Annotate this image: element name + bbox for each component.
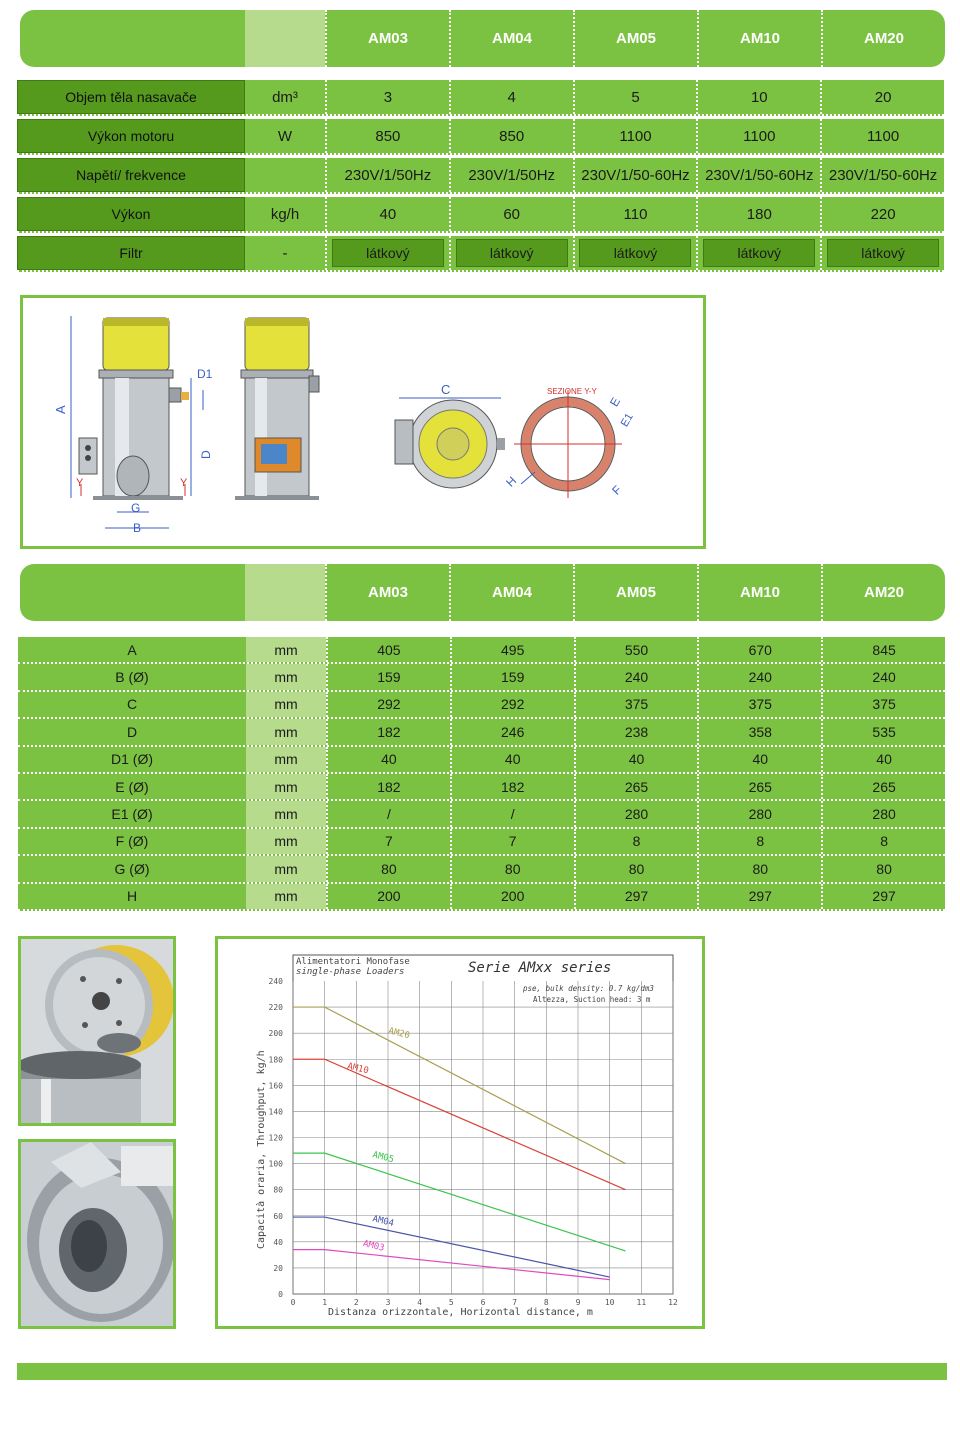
spec-unit <box>245 158 325 192</box>
dim-row-unit: mm <box>246 856 326 881</box>
dim-value: 246 <box>450 719 574 744</box>
section-view <box>514 390 625 498</box>
chart-title: Serie AMxx series <box>468 960 612 976</box>
dim-value: 375 <box>697 692 821 717</box>
filter-badge: látkový <box>332 239 444 267</box>
model-header: AM03 <box>325 10 449 67</box>
dim-row <box>18 692 945 719</box>
dim-row <box>18 801 945 828</box>
dim-value: 375 <box>574 692 698 717</box>
photo-loader-inside-svg <box>21 1142 173 1326</box>
spec-value: 230V/1/50Hz <box>325 158 449 192</box>
dim-row <box>18 664 945 691</box>
dims-header-bar <box>20 564 945 621</box>
spec-unit: dm³ <box>272 88 298 106</box>
y-tick-label: 60 <box>273 1211 283 1221</box>
y-tick-label: 200 <box>268 1029 283 1039</box>
spec-value: 1100 <box>696 119 820 153</box>
spec-value-cell <box>820 236 944 270</box>
dim-value: 280 <box>574 801 698 826</box>
dim-value: / <box>326 801 450 826</box>
x-tick-label: 3 <box>385 1298 391 1307</box>
footer-bar <box>17 1363 947 1380</box>
dim-value: 265 <box>697 774 821 799</box>
spec-row <box>17 80 944 116</box>
dimensions-table <box>18 637 945 911</box>
dim-value: 240 <box>697 664 821 689</box>
dim-label: H <box>503 473 520 490</box>
dim-value: 297 <box>697 884 821 909</box>
x-tick-label: 12 <box>668 1298 678 1307</box>
dim-value: 182 <box>450 774 574 799</box>
dim-row <box>18 856 945 883</box>
spec-label: Výkon <box>17 197 245 231</box>
dim-row-unit: mm <box>246 829 326 854</box>
loader-top-view <box>395 398 505 488</box>
spec-value: 180 <box>696 197 820 231</box>
header-unit-cell <box>245 10 325 67</box>
dim-value: 40 <box>450 747 574 772</box>
series-line-am10 <box>293 1059 626 1189</box>
spec-value: 5 <box>573 80 697 114</box>
spec-value: 40 <box>325 197 449 231</box>
dim-value: 845 <box>821 637 945 662</box>
dim-label: Y <box>180 477 188 489</box>
dim-value: 495 <box>450 637 574 662</box>
dim-row-unit: mm <box>246 774 326 799</box>
section-label: SEZIONE Y-Y <box>547 387 597 396</box>
spec-unit: kg/h <box>270 205 300 223</box>
dim-row-label: G (Ø) <box>114 860 150 877</box>
x-tick-label: 1 <box>322 1298 328 1307</box>
loader-side-view <box>71 316 203 528</box>
dim-value: 159 <box>450 664 574 689</box>
dim-value: 7 <box>326 829 450 854</box>
spec-value-cell <box>573 236 697 270</box>
dim-label: C <box>441 382 451 397</box>
x-tick-label: 10 <box>604 1298 615 1307</box>
spec-value: 220 <box>820 197 944 231</box>
spec-value: 850 <box>325 119 449 153</box>
series-label: AM04 <box>371 1214 395 1230</box>
spec-value-cell <box>449 236 573 270</box>
dim-value: / <box>450 801 574 826</box>
dim-row-label: E1 (Ø) <box>111 806 153 823</box>
x-tick-label: 6 <box>480 1298 486 1307</box>
dim-value: 670 <box>697 637 821 662</box>
chart-subtitle: Alimentatori Monofase <box>296 957 410 967</box>
dim-row-unit: mm <box>246 747 326 772</box>
header-unit-cell <box>245 564 325 621</box>
dim-value: 297 <box>574 884 698 909</box>
spec-value: 110 <box>573 197 697 231</box>
y-tick-label: 100 <box>268 1159 283 1169</box>
y-tick-label: 80 <box>273 1185 283 1195</box>
chart-xlabel: Distanza orizzontale, Horizontal distance, m <box>328 1307 593 1318</box>
series-label: AM05 <box>371 1150 395 1166</box>
spec-row <box>17 158 944 194</box>
spec-value: 10 <box>696 80 820 114</box>
dim-value: 297 <box>821 884 945 909</box>
spec-value-cell <box>325 236 449 270</box>
spec-value: 3 <box>325 80 449 114</box>
dim-value: 200 <box>450 884 574 909</box>
y-tick-label: 220 <box>268 1003 283 1013</box>
chart-note: Altezza, Suction head: 3 m <box>533 995 651 1004</box>
dim-row-unit: mm <box>246 884 326 909</box>
series-label: AM20 <box>387 1026 411 1042</box>
model-header: AM20 <box>821 564 945 621</box>
y-tick-label: 240 <box>268 977 283 986</box>
y-tick-label: 0 <box>278 1290 283 1299</box>
dim-row-unit: mm <box>246 719 326 744</box>
photo-loader-inside <box>18 1139 176 1329</box>
dim-value: 280 <box>697 801 821 826</box>
spec-row <box>17 197 944 233</box>
model-header: AM10 <box>697 10 821 67</box>
dim-value: 80 <box>697 856 821 881</box>
x-tick-label: 5 <box>448 1298 454 1307</box>
dim-label: Y <box>76 477 84 489</box>
dim-label: A <box>53 405 68 414</box>
spec-value: 230V/1/50-60Hz <box>573 158 697 192</box>
header-blank <box>20 564 245 621</box>
y-tick-label: 180 <box>268 1055 283 1065</box>
dim-row-label: D <box>126 723 138 740</box>
dim-label: D <box>199 450 213 459</box>
spec-value: 1100 <box>820 119 944 153</box>
dim-value: 40 <box>697 747 821 772</box>
dim-value: 280 <box>821 801 945 826</box>
dim-label: G <box>131 501 141 515</box>
dim-value: 40 <box>821 747 945 772</box>
spec-value: 230V/1/50-60Hz <box>820 158 944 192</box>
dim-value: 240 <box>574 664 698 689</box>
dim-value: 240 <box>821 664 945 689</box>
spec-header-bar <box>20 10 945 67</box>
model-header: AM05 <box>573 10 697 67</box>
model-header: AM03 <box>325 564 449 621</box>
dim-value: 238 <box>574 719 698 744</box>
dim-value: 80 <box>821 856 945 881</box>
filter-badge: látkový <box>456 239 568 267</box>
dim-value: 265 <box>821 774 945 799</box>
photo-loader-lid <box>18 936 176 1126</box>
spec-label: Filtr <box>17 236 245 270</box>
dim-value: 80 <box>450 856 574 881</box>
model-header: AM05 <box>573 564 697 621</box>
y-tick-label: 40 <box>273 1237 283 1247</box>
dim-value: 80 <box>326 856 450 881</box>
dim-row <box>18 719 945 746</box>
dim-value: 159 <box>326 664 450 689</box>
spec-value: 1100 <box>573 119 697 153</box>
dim-value: 405 <box>326 637 450 662</box>
spec-value: 4 <box>449 80 573 114</box>
dim-row-unit: mm <box>246 801 326 826</box>
dim-row-unit: mm <box>246 664 326 689</box>
spec-label: Objem těla nasavače <box>17 80 245 114</box>
spec-row <box>17 236 944 272</box>
x-tick-label: 9 <box>575 1298 581 1307</box>
spec-value: 20 <box>820 80 944 114</box>
y-tick-label: 20 <box>273 1263 283 1273</box>
spec-label: Výkon motoru <box>17 119 245 153</box>
model-header: AM04 <box>449 564 573 621</box>
model-header: AM20 <box>821 10 945 67</box>
series-label: AM03 <box>361 1238 386 1254</box>
x-tick-label: 7 <box>512 1298 518 1307</box>
dim-label: B <box>133 521 142 535</box>
dim-value: 550 <box>574 637 698 662</box>
technical-drawing-svg <box>23 298 703 546</box>
dim-row <box>18 829 945 856</box>
dim-value: 358 <box>697 719 821 744</box>
dim-row-label: B (Ø) <box>115 669 149 686</box>
chart-ylabel: Capacità oraria, Throughput, kg/h <box>256 1050 267 1249</box>
filter-badge: látkový <box>827 239 939 267</box>
dim-row-label: F (Ø) <box>115 833 149 850</box>
dim-value: 200 <box>326 884 450 909</box>
dim-value: 292 <box>326 692 450 717</box>
chart-note: pse, bulk density: 0.7 kg/dm3 <box>523 984 654 993</box>
y-tick-label: 160 <box>268 1081 283 1091</box>
spec-label: Napětí/ frekvence <box>17 158 245 192</box>
spec-row <box>17 119 944 155</box>
filter-badge: látkový <box>703 239 815 267</box>
y-tick-label: 120 <box>268 1133 283 1143</box>
x-tick-label: 8 <box>543 1298 549 1307</box>
x-tick-label: 0 <box>290 1298 296 1307</box>
dim-row-label: E (Ø) <box>115 778 149 795</box>
dim-label: F <box>609 482 625 498</box>
dim-row <box>18 637 945 664</box>
spec-value: 60 <box>449 197 573 231</box>
dim-value: 40 <box>326 747 450 772</box>
photo-loader-lid-svg <box>21 939 173 1123</box>
performance-chart-svg <box>218 939 702 1326</box>
dim-value: 80 <box>574 856 698 881</box>
series-label: AM10 <box>346 1061 370 1077</box>
dim-row-label: C <box>126 696 138 713</box>
technical-drawing <box>20 295 706 549</box>
dim-label: E <box>606 395 624 409</box>
dim-label: E1 <box>618 411 636 429</box>
filter-badge: látkový <box>579 239 691 267</box>
dim-value: 8 <box>574 829 698 854</box>
spec-unit: W <box>277 127 293 145</box>
dim-value: 292 <box>450 692 574 717</box>
dim-row-label: A <box>127 641 137 658</box>
spec-value: 230V/1/50-60Hz <box>696 158 820 192</box>
dim-value: 7 <box>450 829 574 854</box>
y-tick-label: 140 <box>268 1107 283 1117</box>
dim-value: 375 <box>821 692 945 717</box>
dim-row-unit: mm <box>246 637 326 662</box>
x-tick-label: 2 <box>353 1298 359 1307</box>
dim-value: 182 <box>326 719 450 744</box>
dim-row-label: H <box>126 888 138 905</box>
performance-chart <box>215 936 705 1329</box>
loader-front-view <box>235 318 319 500</box>
spec-value: 850 <box>449 119 573 153</box>
dim-row <box>18 884 945 911</box>
dim-row-label: D1 (Ø) <box>111 751 153 768</box>
dim-value: 40 <box>574 747 698 772</box>
dim-value: 182 <box>326 774 450 799</box>
x-tick-label: 4 <box>417 1298 423 1307</box>
spec-table <box>17 80 944 275</box>
spec-value: 230V/1/50Hz <box>449 158 573 192</box>
model-header: AM04 <box>449 10 573 67</box>
header-blank <box>20 10 245 67</box>
spec-unit: - <box>282 244 288 262</box>
dim-value: 535 <box>821 719 945 744</box>
spec-value-cell <box>696 236 820 270</box>
model-header: AM10 <box>697 564 821 621</box>
dim-value: 265 <box>574 774 698 799</box>
dim-row <box>18 747 945 774</box>
dim-label: D1 <box>197 367 213 381</box>
dim-row-unit: mm <box>246 692 326 717</box>
dim-row <box>18 774 945 801</box>
dim-value: 8 <box>697 829 821 854</box>
chart-subtitle: single-phase Loaders <box>296 967 405 977</box>
dim-value: 8 <box>821 829 945 854</box>
x-tick-label: 11 <box>636 1298 647 1307</box>
